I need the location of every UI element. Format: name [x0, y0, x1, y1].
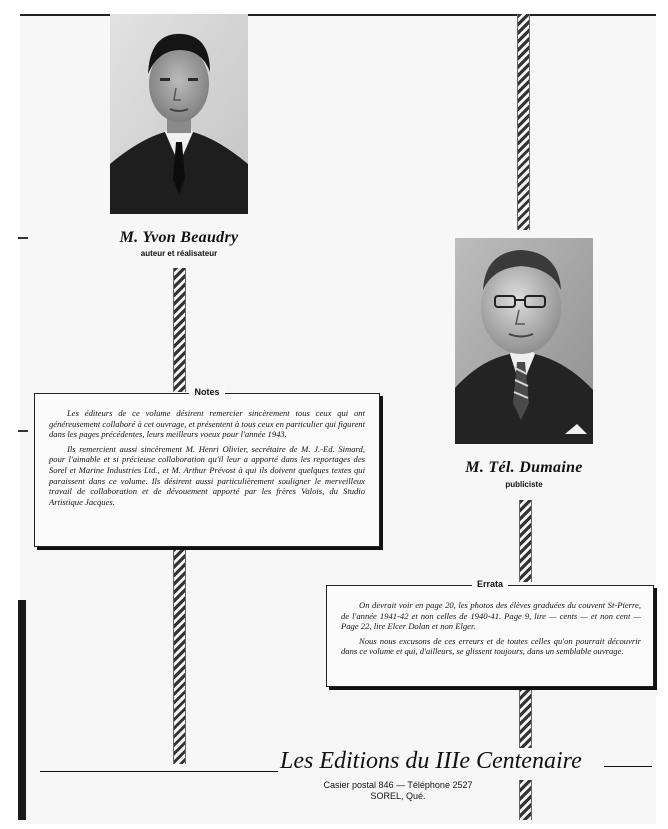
person-role: auteur et réalisateur [140, 249, 218, 258]
rope-right-top [517, 14, 530, 230]
publisher-name: Les Editions du IIIe Centenaire [280, 748, 582, 774]
notes-box [34, 387, 380, 547]
person-name: M. Yvon Beaudry [119, 229, 239, 246]
footer-rule-left [40, 771, 278, 772]
page-edge-mark [18, 430, 28, 432]
errata-text [341, 600, 641, 661]
errata-box [326, 579, 654, 687]
rope-left-upper [173, 268, 186, 392]
portrait-photo-dumaine [455, 238, 593, 444]
rope-right-middle [519, 500, 532, 582]
person-role: publiciste [505, 480, 543, 489]
rope-right-lower [519, 688, 532, 748]
errata-paragraph: Nous nous excusons de ces erreurs et de toutes celles qu'on pourrait découvrir dans ce volume et qui, d'ailleurs, se glissent toujours, dans un semblable ouvrage. [341, 635, 641, 657]
portrait-photo-beaudry [110, 14, 248, 214]
address-line: Casier postal 846 — Téléphone 2527 [323, 780, 473, 790]
publisher-address [290, 780, 506, 802]
notes-title: Notes [35, 387, 379, 397]
errata-title: Errata [327, 579, 653, 589]
notes-paragraph: Ils remercient aussi sincèrement M. Henri Olivier, secrétaire de M. J.-Ed. Simard, pour l'aimable et si précieuse collaboration qu'il leur a apporté dans les reportages des Sorel et Marine Industries Ltd., et M. Arthur Prévost à qui ils doivent quelques textes qui paraissent dans ce volume. Ils désirent aussi particulièrement souligner le merveilleux travail de collaboration et de dévouement apporté par les frères Valois, du Studio Artistique Jacques. [49, 443, 365, 507]
address-line: SOREL, Qué. [370, 791, 426, 801]
notes-paragraph: Les éditeurs de ce volume désirent remercier sincèrement tous ceux qui ont généreusement collaboré à cet ouvrage, et présentent à tous ceux en particulier qui figurent dans les pages précédentes, leurs meilleurs voeux pour l'année 1943. [49, 408, 365, 440]
rope-right-bottom [519, 780, 532, 820]
footer-rule-right [604, 766, 652, 767]
person-name: M. Tél. Dumaine [465, 459, 583, 476]
errata-paragraph: On devrait voir en page 20, les photos des élèves graduées du couvent St-Pierre, de l'année 1941-42 et non celles de 1940-41. Page 9, lire — cents — et non cent — Page 22, lire Elcer Dolan et non Elger. [341, 600, 641, 632]
page-edge-mark [18, 237, 28, 239]
notes-text [49, 408, 365, 511]
page-edge [18, 600, 26, 820]
rope-left-lower [173, 548, 186, 764]
